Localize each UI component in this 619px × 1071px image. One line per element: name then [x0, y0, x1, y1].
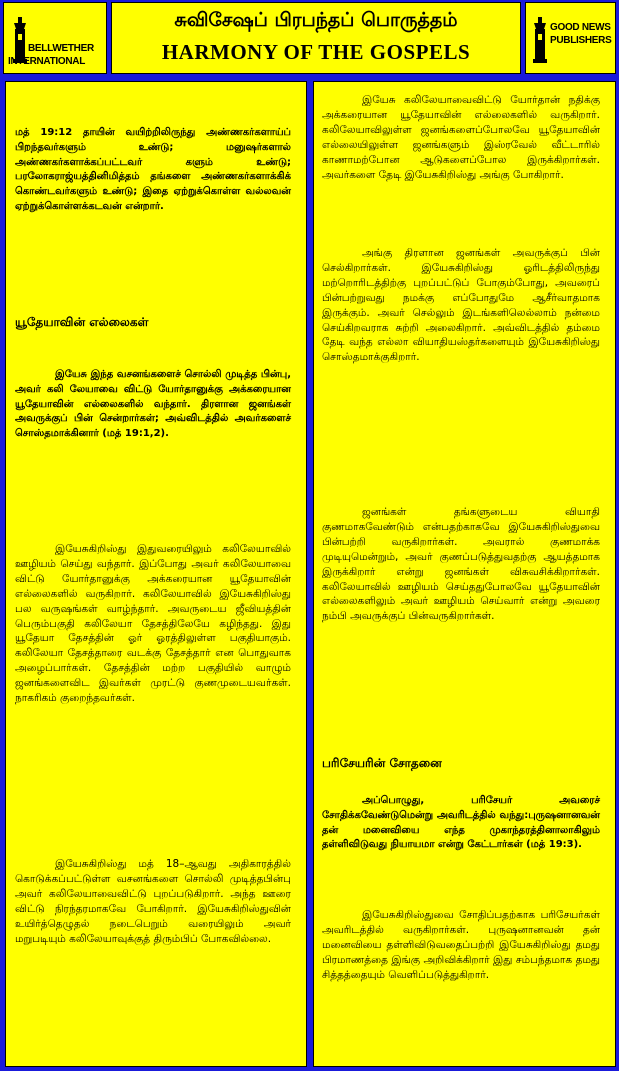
body-paragraph: ஜனங்கள் தங்களுடைய வியாதி குணமாகவேண்டும் என்பதற்காகவே இயேசுகிறிஸ்துவை பின்பற்றி வருகிறார்கள். அவரால் குணமாக்க முடியுமென்றும், அவர் குணப்படுத்துவதற்கு ஆயத்தமாக இருக்கிறார் என்று ஜனங்கள் விசுவசிக்கிறார்கள். கலிலேயாவில் ஊழியம் செய்ததுபோலவே யூதேயாவின் எல்லைகளிலும் அவர் ஊழியம் செய்வார் என்று அவரை நம்பி அவருக்குப் பின்வருகிறார்கள்.	[322, 506, 600, 623]
section-heading: யூதேயாவின் எல்லைகள்	[15, 315, 149, 329]
body-paragraph: இயேசுகிறிஸ்துவை சோதிப்பதற்காக பரிசேயர்கள் அவரிடத்தில் வருகிறார்கள். புருஷனானவன் தன் மனைவியை தள்ளிவிடுவதைப்பற்றி இயேசுகிறிஸ்து தமது பிரமாணத்தை இங்கு அறிவிக்கிறார் இது சம்பந்தமாக தமது சித்தத்தையும் வெளிப்படுத்துகிறார்.	[322, 909, 600, 981]
good-news-logo	[525, 2, 616, 74]
body-paragraph: அங்கு திரளான ஜனங்கள் அவருக்குப் பின் செல்கிறார்கள். இயேசுகிறிஸ்து ஓரிடத்திலிருந்து மற்றொரிடத்திற்கு புறப்பட்டுப் போகும்போது, அவரைப் பின்பற்றுவது நமக்கு எப்போதுமே ஆசீர்வாதமாக இருக்கும். அவர் செல்லும் இடங்களிலெல்லாம் நன்மை செய்கிறவராக சுற்றி அலைகிறார். அவ்விடத்தில் தம்மை தேடி வந்த எல்லா வியாதியஸ்தர்களையும் இயேசுகிறிஸ்து சொஸ்தமாக்குகிறார்.	[322, 247, 600, 364]
bell-tower-icon	[531, 17, 549, 63]
scripture-quote: அப்பொழுது, பரிசேயர் அவரைச் சோதிக்கவேண்டுமென்று அவரிடத்தில் வந்து:புருஷனானவன் தன் மனைவியை எந்த முகாந்தரத்தினாலாகிலும் தள்ளிவிடுவது நியாயமா என்று கேட்டார்கள் (மத் 19:3).	[322, 795, 600, 851]
title-banner	[111, 2, 521, 74]
scripture-quote: மத் 19:12 தாயின் வயிற்றிலிருந்து அண்ணகர்களாய்ப் பிறந்தவர்களும் உண்டு; மனுஷர்களால் அண்ணகர்களாக்கப்பட்டவர் களும் உண்டு; பரலோகராஜ்யத்தினிமித்தம் தங்களை அண்ணகர்களாக்கிக் கொண்டவர்களும் உண்டு; இதை ஏற்றுக்கொள்ள வல்லவன் ஏற்றுக்கொள்ளக்கடவன் என்றார்.	[15, 127, 291, 212]
left-column	[5, 81, 307, 1067]
title-tamil: சுவிசேஷப் பிரபந்தப் பொருத்தம்	[174, 9, 458, 31]
title-english: HARMONY OF THE GOSPELS	[161, 40, 471, 64]
logo-left-line2: INTERNATIONAL	[8, 56, 86, 67]
page-header	[0, 0, 619, 78]
scripture-quote: இயேசு இந்த வசனங்களைச் சொல்லி முடித்த பின்பு, அவர் கலி லேயாவை விட்டு யோர்தானுக்கு அக்கரையான யூதேயாவின் எல்லைகளில் வந்தார். திரளான ஜனங்கள் அவருக்குப் பின் சென்றார்கள்; அவ்விடத்தில் அவர்களைச் சொஸ்தமாக்கினார் (மத் 19:1,2).	[15, 369, 291, 440]
bellwether-logo	[3, 2, 107, 74]
body-paragraph: இயேசு கலிலேயாவைவிட்டு யோர்தான் நதிக்கு அக்கரையான யூதேயாவின் எல்லைகளில் வருகிறார். கலிலேயாவிலுள்ள ஜனங்களைப்போலவே யூதேயாவின் எல்லையிலுள்ள ஜனங்களும் இஸ்ரவேல் வீட்டாரில் காணாமற்போன ஆடுகளைப்போல இருக்கிறார்கள். அவர்களை தேடி இயேசுகிறிஸ்து அங்கு போகிறார்.	[322, 94, 600, 181]
logo-right-line1: GOOD NEWS	[550, 22, 611, 33]
right-column	[313, 81, 616, 1067]
body-paragraph: இயேசுகிறிஸ்து இதுவரையிலும் கலிலேயாவில் ஊழியம் செய்து வந்தார். இப்போது அவர் கலிலேயாவை விட்டு யோர்தானுக்கு அக்கரையான யூதேயாவின் எல்லைகளில் வருகிறார். கலிலேயாவில் இயேசுகிறிஸ்து பல வருஷங்கள் வாழ்ந்தார். அவருடைய ஜீவியத்தின் பெரும்பகுதி கலிலேயா தேசத்திலேயே கழிந்தது. இது யூதேயா தேசத்தின் ஓர் ஓரத்திலுள்ள பகுதியாகும். கலிலேயா தேசத்தாரை வடக்கு தேசத்தார் என பொதுவாக அழைப்பார்கள். தேசத்தின் மற்ற பகுதியில் வாழும் ஜனங்களைவிட இவர்கள் முரட்டு குணமுடையவர்கள். நாகரிகம் குறைந்தவர்கள்.	[15, 543, 291, 705]
logo-right-line2: PUBLISHERS	[550, 35, 612, 46]
logo-left-line1: BELLWETHER	[28, 43, 94, 54]
body-paragraph: இயேசுகிறிஸ்து மத் 18–ஆவது அதிகாரத்தில் கொடுக்கப்பட்டுள்ள வசனங்களை சொல்லி முடித்தபின்பு அவர் கலிலேயாவைவிட்டு புறப்படுகிறார். அந்த ஊரை விட்டு நிரந்தரமாகவே போகிறார். இயேசுகிறிஸ்துவின் உயிர்த்தெழுதல் நடைபெறும் வரையிலும் அவர் மறுபடியும் கலிலேயாவுக்குத் திரும்பிப் போகவில்லை.	[15, 858, 291, 945]
section-heading: பரிசேயரின் சோதனை	[322, 756, 442, 770]
